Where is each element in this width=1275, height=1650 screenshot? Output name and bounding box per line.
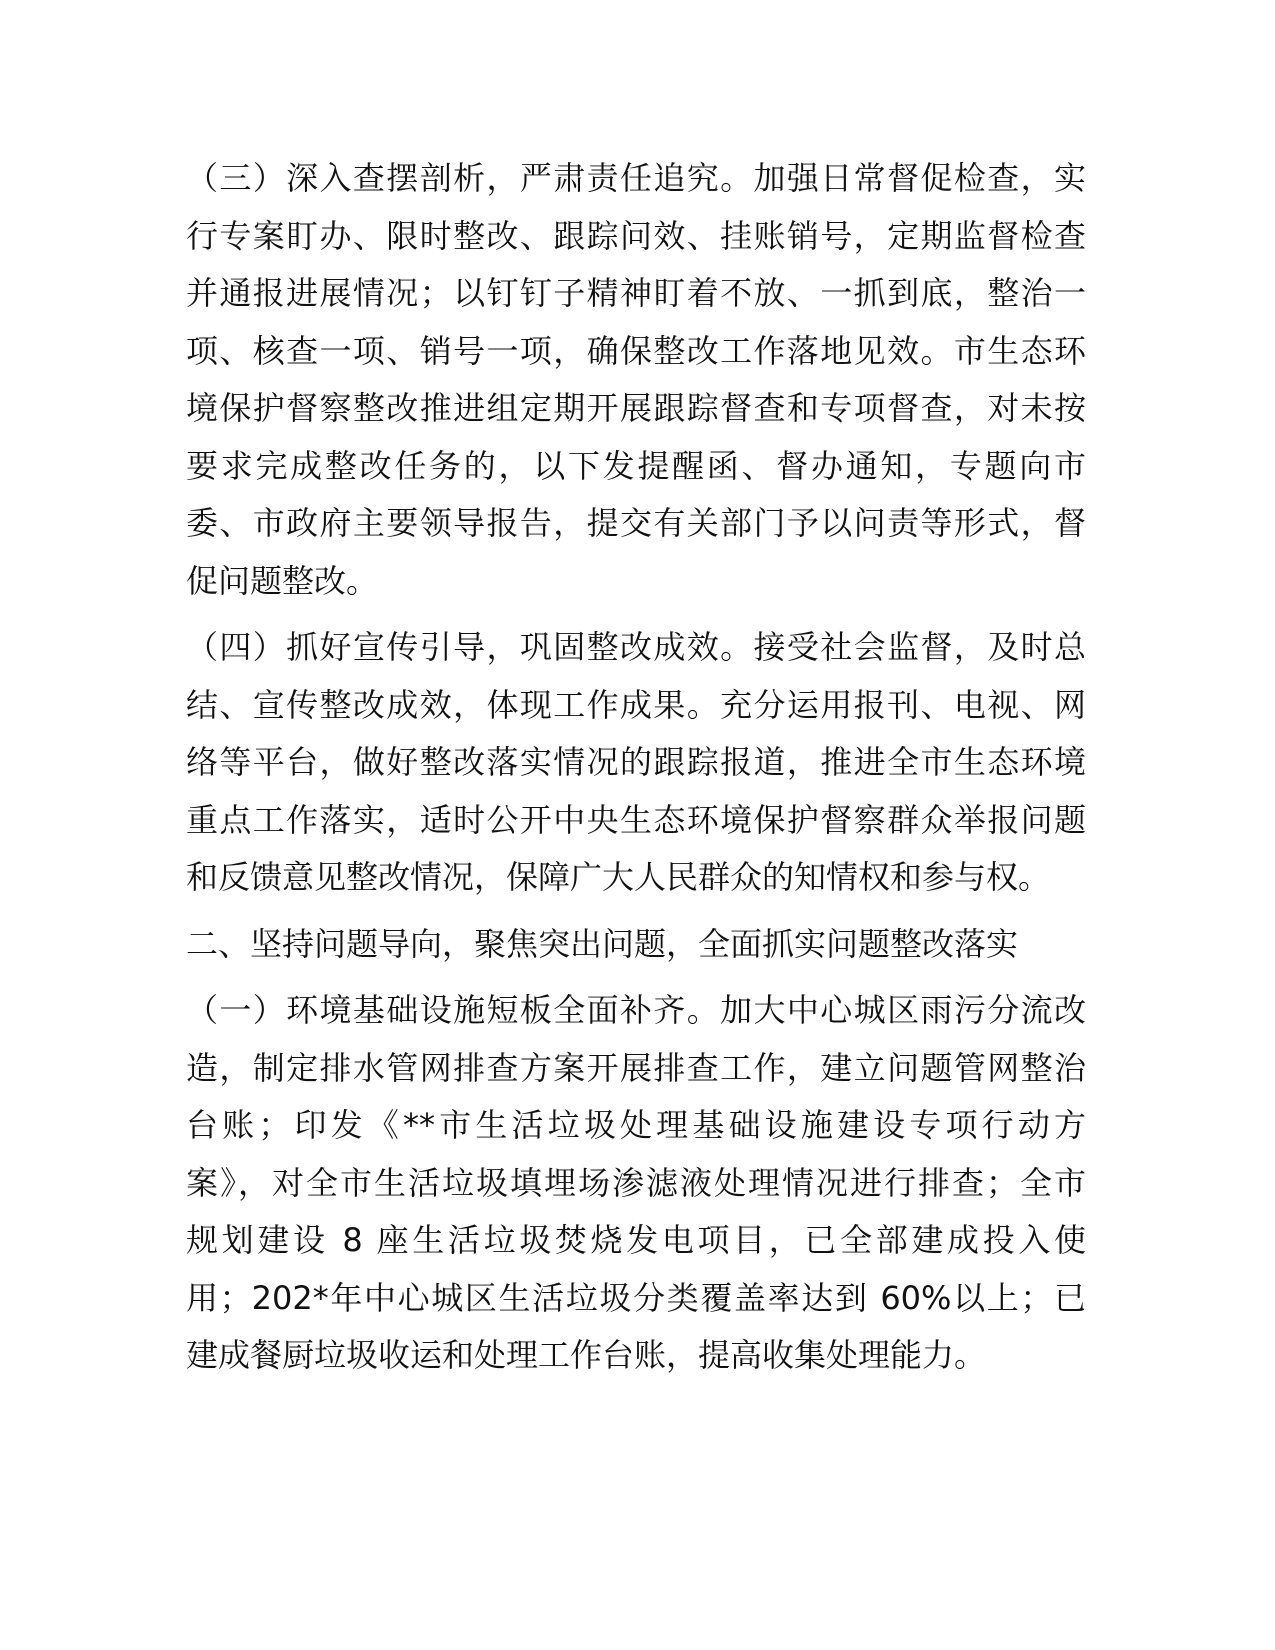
text-line: 委、市政府主要领导报告，提交有关部门予以问责等形式，督 bbox=[186, 504, 1086, 542]
text-line: 络等平台，做好整改落实情况的跟踪报道，推进全市生态环境 bbox=[186, 743, 1086, 781]
text-line: （三）深入查摆剖析，严肃责任追究。加强日常督促检查，实 bbox=[186, 159, 1086, 197]
text-line: 行专案盯办、限时整改、跟踪问效、挂账销号，定期监督检查 bbox=[186, 216, 1086, 255]
text-line: 境保护督察整改推进组定期开展跟踪督查和专项督查，对未按 bbox=[186, 389, 1086, 427]
paragraph-section-4 bbox=[186, 619, 1086, 907]
section-heading-2 bbox=[186, 916, 1086, 974]
text-line: 项、核查一项、销号一项，确保整改工作落地见效。市生态环 bbox=[186, 331, 1086, 370]
text-line: 台账；印发《**市生活垃圾处理基础设施建设专项行动方 bbox=[186, 1106, 1086, 1144]
heading-text: 二、坚持问题导向，聚焦突出问题，全面抓实问题整改落实 bbox=[186, 924, 1019, 963]
text-line: 造，制定排水管网排查方案开展排查工作，建立问题管网整治 bbox=[186, 1048, 1086, 1087]
text-line: 促问题整改。 bbox=[186, 561, 379, 600]
text-line: 重点工作落实，适时公开中央生态环境保护督察群众举报问题 bbox=[186, 800, 1086, 839]
text-line: 结、宣传整改成效，体现工作成果。充分运用报刊、电视、网 bbox=[186, 685, 1086, 724]
text-line: 和反馈意见整改情况，保障广大人民群众的知情权和参与权。 bbox=[186, 858, 1051, 896]
text-line: 并通报进展情况；以钉钉子精神盯着不放、一抓到底，整治一 bbox=[186, 274, 1086, 312]
text-line: 案》，对全市生活垃圾填埋场渗滤液处理情况进行排查；全市 bbox=[186, 1163, 1086, 1202]
document-body bbox=[186, 150, 1086, 1394]
paragraph-subsection-1 bbox=[186, 982, 1086, 1385]
text-line: （四）抓好宣传引导，巩固整改成效。接受社会监督，及时总 bbox=[186, 628, 1086, 666]
text-line: 规划建设 8 座生活垃圾焚烧发电项目，已全部建成投入使 bbox=[186, 1221, 1086, 1259]
text-line: 要求完成整改任务的，以下发提醒函、督办通知，专题向市 bbox=[186, 446, 1086, 485]
paragraph-section-3 bbox=[186, 150, 1086, 610]
text-line: （一）环境基础设施短板全面补齐。加大中心城区雨污分流改 bbox=[186, 991, 1086, 1029]
text-line: 建成餐厨垃圾收运和处理工作台账，提高收集处理能力。 bbox=[186, 1336, 987, 1374]
text-line: 用；202*年中心城区生活垃圾分类覆盖率达到 60%以上；已 bbox=[186, 1278, 1086, 1317]
